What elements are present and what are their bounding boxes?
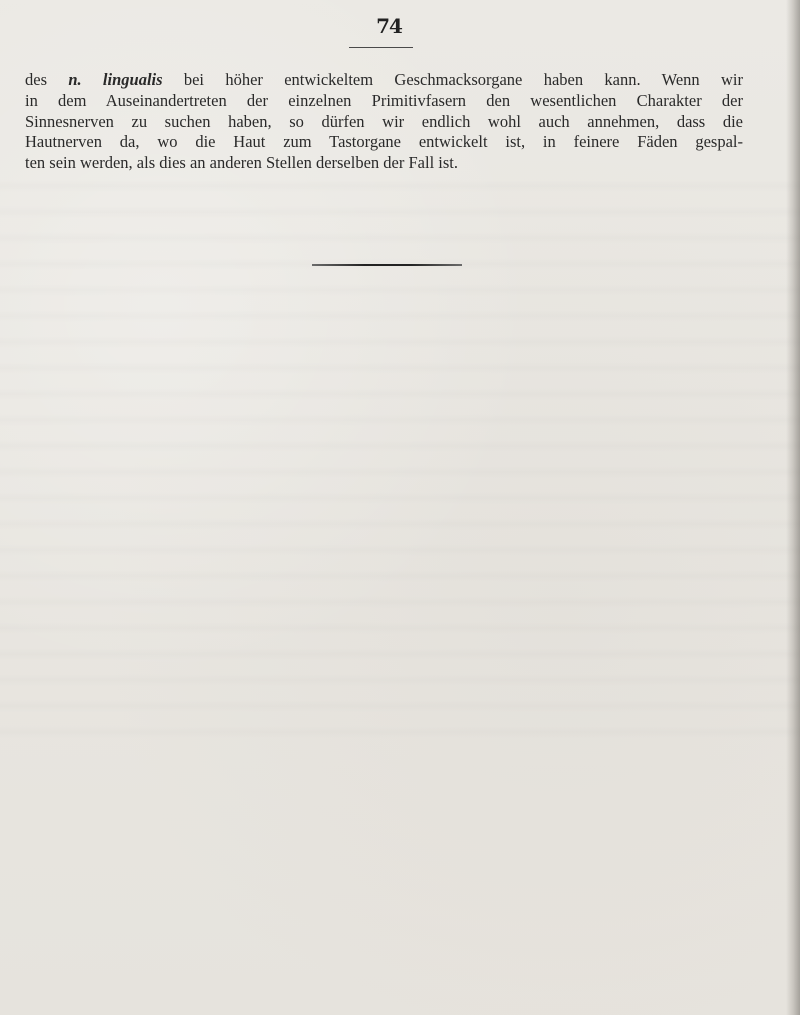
paragraph-line-4: Hautnerven da, wo die Haut zum Tastorgane entwickelt ist, in feinere Fäden gespal-: [25, 132, 743, 152]
paragraph-line-5: ten sein werden, als dies an anderen Stellen derselben der Fall ist.: [25, 153, 458, 173]
paragraph-line-1: [25, 70, 743, 91]
paragraph-line-3: Sinnesnerven zu suchen haben, so dürfen wir endlich wohl auch annehmen, dass die: [25, 111, 743, 131]
section-separator-rule: [312, 264, 462, 266]
page-number: 74: [376, 14, 402, 38]
page-number-rule: [349, 47, 413, 48]
line-1-lead: des: [25, 70, 69, 89]
line-1-rest: bei höher entwickeltem Geschmacksorgane haben kann. Wenn wir: [162, 70, 743, 89]
page-edge-shadow: [786, 0, 800, 1015]
nerve-term: n. lingualis: [68, 70, 163, 89]
paragraph-line-2: in dem Auseinandertreten der einzelnen Primitivfasern den wesentlichen Charakter der: [25, 90, 743, 110]
body-paragraph: [25, 70, 743, 174]
